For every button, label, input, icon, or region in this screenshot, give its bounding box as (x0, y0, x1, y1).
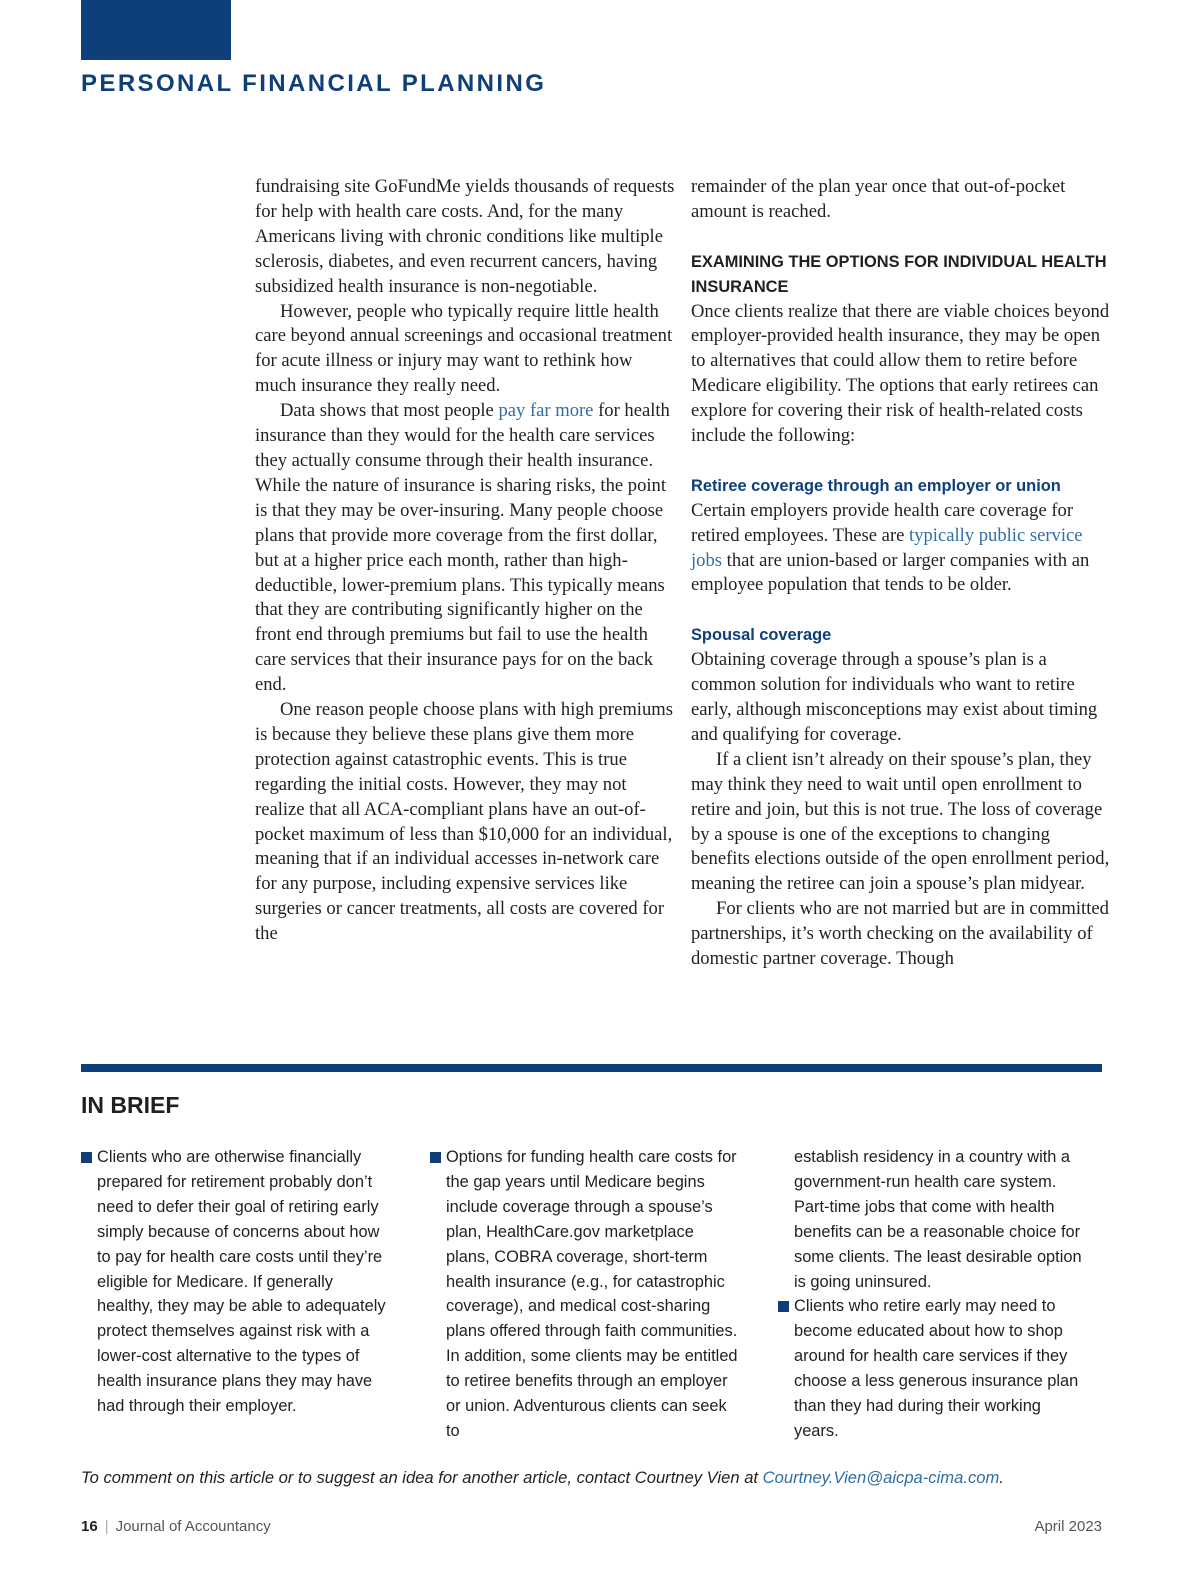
issue-date: April 2023 (1034, 1518, 1102, 1535)
comment-end: . (999, 1468, 1004, 1487)
square-bullet-icon (430, 1152, 441, 1163)
in-brief-column-3 (778, 1145, 1088, 1444)
paragraph: However, people who typically require little health care beyond annual screenings and occasional treatment for acute illness or injury may want to rethink how much insurance they really need. (255, 300, 673, 397)
section-heading: EXAMINING THE OPTIONS FOR INDIVIDUAL HEALTH INSURANCE (691, 252, 1107, 296)
bullet-item (430, 1145, 740, 1444)
article-column-2 (691, 175, 1111, 972)
square-bullet-icon (81, 1152, 92, 1163)
subheading-spousal-coverage: Spousal coverage (691, 626, 832, 645)
comment-note (81, 1468, 1004, 1488)
paragraph: Obtaining coverage through a spouse’s plan is a common solution for individuals who want to retire early, although misconceptions may exist about timing and qualifying for coverage. (691, 649, 1098, 745)
square-bullet-icon (778, 1301, 789, 1312)
paragraph: If a client isn’t already on their spouse’s plan, they may think they need to wait until open enrollment to retire and join, but this is not true. The loss of coverage by a spouse is one of the exceptions to changing benefits elections outside of the open enrollment period, meaning the retiree can join a spouse’s plan midyear. (691, 748, 1110, 895)
in-brief-rule (81, 1064, 1102, 1072)
bullet-text: Clients who retire early may need to become educated about how to shop around for health care services if they choose a less generous insurance plan than they had during their working years. (794, 1297, 1079, 1440)
paragraph: For clients who are not married but are in committed partnerships, it’s worth checking on the availability of domestic partner coverage. Though (691, 898, 1109, 970)
bullet-item (81, 1145, 391, 1419)
bullet-item (778, 1294, 1088, 1443)
comment-text: To comment on this article or to suggest an idea for another article, contact Courtney Vien at (81, 1468, 763, 1487)
paragraph (255, 399, 675, 698)
page-number: 16 (81, 1518, 98, 1535)
bullet-continuation: establish residency in a country with a government-run health care system. Part-time jobs that come with health benefits can be a reasonable choice for some clients. The least desirable option is going uninsured. (794, 1148, 1082, 1291)
subheading-retiree-coverage: Retiree coverage through an employer or union (691, 476, 1061, 495)
email-link[interactable]: Courtney.Vien@aicpa-cima.com (762, 1468, 1000, 1487)
article-column-1 (255, 175, 675, 947)
paragraph-text: Data shows that most people (280, 400, 499, 422)
in-brief-column-2 (430, 1145, 740, 1444)
paragraph-text: Certain employers provide health care coverage for retired employees. These are (691, 499, 1074, 546)
paragraph: remainder of the plan year once that out-of-pocket amount is reached. (691, 176, 1066, 222)
paragraph-text: for health insurance than they would for the health care services they actually consume through their health insurance. While the nature of insurance is sharing risks, the point is that they may be over-insuring. Many people choose plans that provide more coverage from the first dollar, but at a higher price each month, rather than high-deductible, lower-premium plans. This typically means that they are contributing significantly higher on the front end through premiums but fail to use the health care services that their insurance pays for on the back end. (255, 400, 670, 696)
paragraph-text: that are union-based or larger companies with an employee population that tends to be older. (691, 549, 1090, 596)
paragraph (691, 499, 1111, 599)
bullet-text: Options for funding health care costs for the gap years until Medicare begins include coverage through a spouse’s plan, HealthCare.gov marketplace plans, COBRA coverage, short-term health insurance (e.g., for catastrophic coverage), and medical cost-sharing plans offered through faith communities. In addition, some clients may be entitled to retiree benefits through an employer or union. Adventurous clients can seek to (446, 1148, 738, 1440)
paragraph: One reason people choose plans with high premiums is because they believe these plans give them more protection against catastrophic events. This is true regarding the initial costs. However, they may not realize that all ACA-compliant plans have an out-of-pocket maximum of less than $10,000 for an individual, meaning that if an individual accesses in-network care for any purpose, including expensive services like surgeries or cancer treatments, all costs are covered for the (255, 699, 673, 945)
paragraph: Once clients realize that there are viable choices beyond employer-provided health insurance, they may be open to alternatives that could allow them to retire before Medicare eligibility. The options that early retirees can explore for covering their risk of health-related costs include the following: (691, 300, 1110, 447)
bullet-text: Clients who are otherwise financially prepared for retirement probably don’t need to defer their goal of retiring early simply because of concerns about how to pay for health care costs until they’re eligible for Medicare. If generally healthy, they may be able to adequately protect themselves against risk with a lower-cost alternative to the types of health insurance plans they may have had through their employer. (97, 1148, 386, 1416)
in-brief-column-1 (81, 1145, 391, 1419)
paragraph: fundraising site GoFundMe yields thousands of requests for help with health care costs. And, for the many Americans living with chronic conditions like multiple sclerosis, diabetes, and even recurrent cancers, having subsidized health insurance is non-negotiable. (255, 176, 675, 297)
pay-far-more-link[interactable]: pay far more (498, 400, 594, 422)
public-service-jobs-link[interactable]: typically public service jobs (691, 524, 1083, 571)
header-color-block (81, 0, 231, 60)
footer-separator: | (104, 1518, 109, 1535)
publication-name: Journal of Accountancy (115, 1518, 271, 1535)
footer-left (81, 1518, 271, 1535)
section-label: PERSONAL FINANCIAL PLANNING (81, 70, 547, 97)
in-brief-title: IN BRIEF (81, 1092, 180, 1118)
